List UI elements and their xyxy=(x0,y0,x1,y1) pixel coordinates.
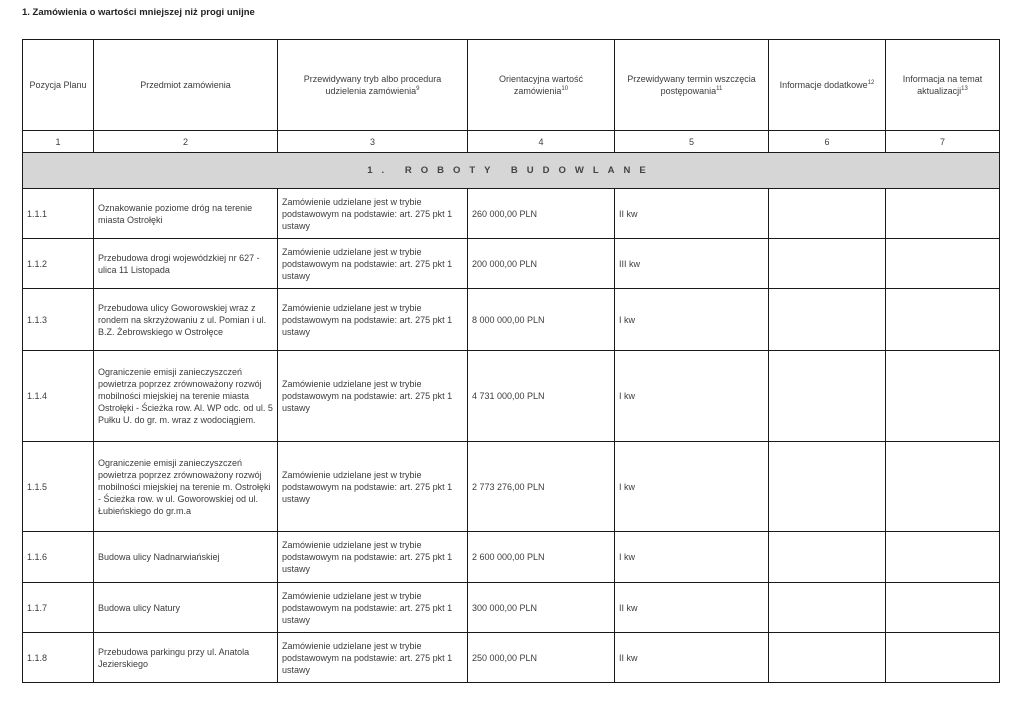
cell-position: 1.1.5 xyxy=(23,442,94,532)
cell-update-info xyxy=(886,351,1000,442)
header-label: Informacja na temat aktualizacji xyxy=(902,74,983,96)
cell-update-info xyxy=(886,633,1000,683)
cell-subject: Oznakowanie poziome dróg na terenie miasta Ostrołęki xyxy=(94,189,278,239)
table-row xyxy=(23,189,1000,239)
table-row xyxy=(23,532,1000,583)
column-number: 2 xyxy=(94,131,278,153)
cell-additional-info xyxy=(769,289,886,351)
cell-update-info xyxy=(886,289,1000,351)
cell-position: 1.1.7 xyxy=(23,583,94,633)
column-number: 1 xyxy=(23,131,94,153)
header-mode xyxy=(278,40,468,131)
header-row xyxy=(23,40,1000,131)
header-update-info xyxy=(886,40,1000,131)
cell-additional-info xyxy=(769,532,886,583)
header-position xyxy=(23,40,94,131)
cell-position: 1.1.8 xyxy=(23,633,94,683)
cell-mode: Zamówienie udzielane jest w trybie podstawowym na podstawie: art. 275 pkt 1 ustawy xyxy=(278,239,468,289)
cell-term: I kw xyxy=(615,442,769,532)
cell-mode: Zamówienie udzielane jest w trybie podstawowym na podstawie: art. 275 pkt 1 ustawy xyxy=(278,189,468,239)
table-row xyxy=(23,289,1000,351)
header-label: Pozycja Planu xyxy=(29,80,87,90)
cell-position: 1.1.1 xyxy=(23,189,94,239)
footnote-ref: 12 xyxy=(867,80,875,86)
table-row xyxy=(23,351,1000,442)
header-additional-info xyxy=(769,40,886,131)
table-row xyxy=(23,239,1000,289)
cell-mode: Zamówienie udzielane jest w trybie podstawowym na podstawie: art. 275 pkt 1 ustawy xyxy=(278,442,468,532)
section-row xyxy=(23,153,1000,189)
table-row xyxy=(23,583,1000,633)
cell-update-info xyxy=(886,442,1000,532)
cell-update-info xyxy=(886,189,1000,239)
cell-additional-info xyxy=(769,583,886,633)
cell-term: II kw xyxy=(615,189,769,239)
header-term xyxy=(615,40,769,131)
cell-subject: Ograniczenie emisji zanieczyszczeń powietrza poprzez zrównoważony rozwój mobilności miejskiej na terenie miasta Ostrołęki - Ścieżka row. Al. WP odc. od ul. 5 Pułku U. do gr. m. wraz z wodociągiem. xyxy=(94,351,278,442)
footnote-ref: 13 xyxy=(961,86,968,92)
cell-term: I kw xyxy=(615,289,769,351)
header-label: Przewidywany termin wszczęcia postępowania xyxy=(627,74,756,96)
cell-value: 2 773 276,00 PLN xyxy=(468,442,615,532)
cell-position: 1.1.4 xyxy=(23,351,94,442)
footnote-ref: 10 xyxy=(561,86,569,92)
cell-additional-info xyxy=(769,633,886,683)
header-value xyxy=(468,40,615,131)
column-number: 7 xyxy=(886,131,1000,153)
cell-mode: Zamówienie udzielane jest w trybie podstawowym na podstawie: art. 275 pkt 1 ustawy xyxy=(278,289,468,351)
cell-position: 1.1.3 xyxy=(23,289,94,351)
column-number: 4 xyxy=(468,131,615,153)
cell-subject: Budowa ulicy Natury xyxy=(94,583,278,633)
column-number: 5 xyxy=(615,131,769,153)
procurement-plan-table xyxy=(22,39,1000,683)
cell-value: 8 000 000,00 PLN xyxy=(468,289,615,351)
column-number: 6 xyxy=(769,131,886,153)
cell-term: I kw xyxy=(615,351,769,442)
footnote-ref: 11 xyxy=(716,86,723,92)
cell-term: I kw xyxy=(615,532,769,583)
cell-additional-info xyxy=(769,442,886,532)
cell-subject: Przebudowa parkingu przy ul. Anatola Jezierskiego xyxy=(94,633,278,683)
cell-update-info xyxy=(886,239,1000,289)
cell-value: 2 600 000,00 PLN xyxy=(468,532,615,583)
header-subject xyxy=(94,40,278,131)
cell-mode: Zamówienie udzielane jest w trybie podstawowym na podstawie: art. 275 pkt 1 ustawy xyxy=(278,532,468,583)
cell-subject: Przebudowa drogi wojewódzkiej nr 627 - ulica 11 Listopada xyxy=(94,239,278,289)
cell-value: 4 731 000,00 PLN xyxy=(468,351,615,442)
section-heading: 1. ROBOTY BUDOWLANE xyxy=(23,153,1000,189)
cell-value: 300 000,00 PLN xyxy=(468,583,615,633)
cell-term: II kw xyxy=(615,633,769,683)
header-label: Przewidywany tryb albo procedura udzielenia zamówienia xyxy=(303,74,442,96)
cell-value: 250 000,00 PLN xyxy=(468,633,615,683)
table-row xyxy=(23,633,1000,683)
cell-mode: Zamówienie udzielane jest w trybie podstawowym na podstawie: art. 275 pkt 1 ustawy xyxy=(278,633,468,683)
header-label: Przedmiot zamówienia xyxy=(140,80,231,90)
cell-additional-info xyxy=(769,351,886,442)
cell-term: II kw xyxy=(615,583,769,633)
column-number-row xyxy=(23,131,1000,153)
cell-additional-info xyxy=(769,189,886,239)
cell-subject: Budowa ulicy Nadnarwiańskiej xyxy=(94,532,278,583)
cell-position: 1.1.6 xyxy=(23,532,94,583)
table-row xyxy=(23,442,1000,532)
cell-mode: Zamówienie udzielane jest w trybie podstawowym na podstawie: art. 275 pkt 1 ustawy xyxy=(278,351,468,442)
cell-subject: Ograniczenie emisji zanieczyszczeń powietrza poprzez zrównoważony rozwój mobilności miejskiej na terenie m. Ostrołęki - Ścieżka row. w ul. Goworowskiej od ul. Łubieńskiego do gr.m.a xyxy=(94,442,278,532)
cell-position: 1.1.2 xyxy=(23,239,94,289)
document-title: 1. Zamówienia o wartości mniejszej niż progi unijne xyxy=(22,7,255,18)
column-number: 3 xyxy=(278,131,468,153)
cell-mode: Zamówienie udzielane jest w trybie podstawowym na podstawie: art. 275 pkt 1 ustawy xyxy=(278,583,468,633)
cell-additional-info xyxy=(769,239,886,289)
cell-update-info xyxy=(886,583,1000,633)
cell-update-info xyxy=(886,532,1000,583)
cell-subject: Przebudowa ulicy Goworowskiej wraz z rondem na skrzyżowaniu z ul. Pomian i ul. B.Z. Żebrowskiego w Ostrołęce xyxy=(94,289,278,351)
cell-value: 260 000,00 PLN xyxy=(468,189,615,239)
cell-term: III kw xyxy=(615,239,769,289)
footnote-ref: 9 xyxy=(416,86,420,92)
cell-value: 200 000,00 PLN xyxy=(468,239,615,289)
header-label: Orientacyjna wartość zamówienia xyxy=(498,74,584,96)
header-label: Informacje dodatkowe xyxy=(779,80,868,90)
